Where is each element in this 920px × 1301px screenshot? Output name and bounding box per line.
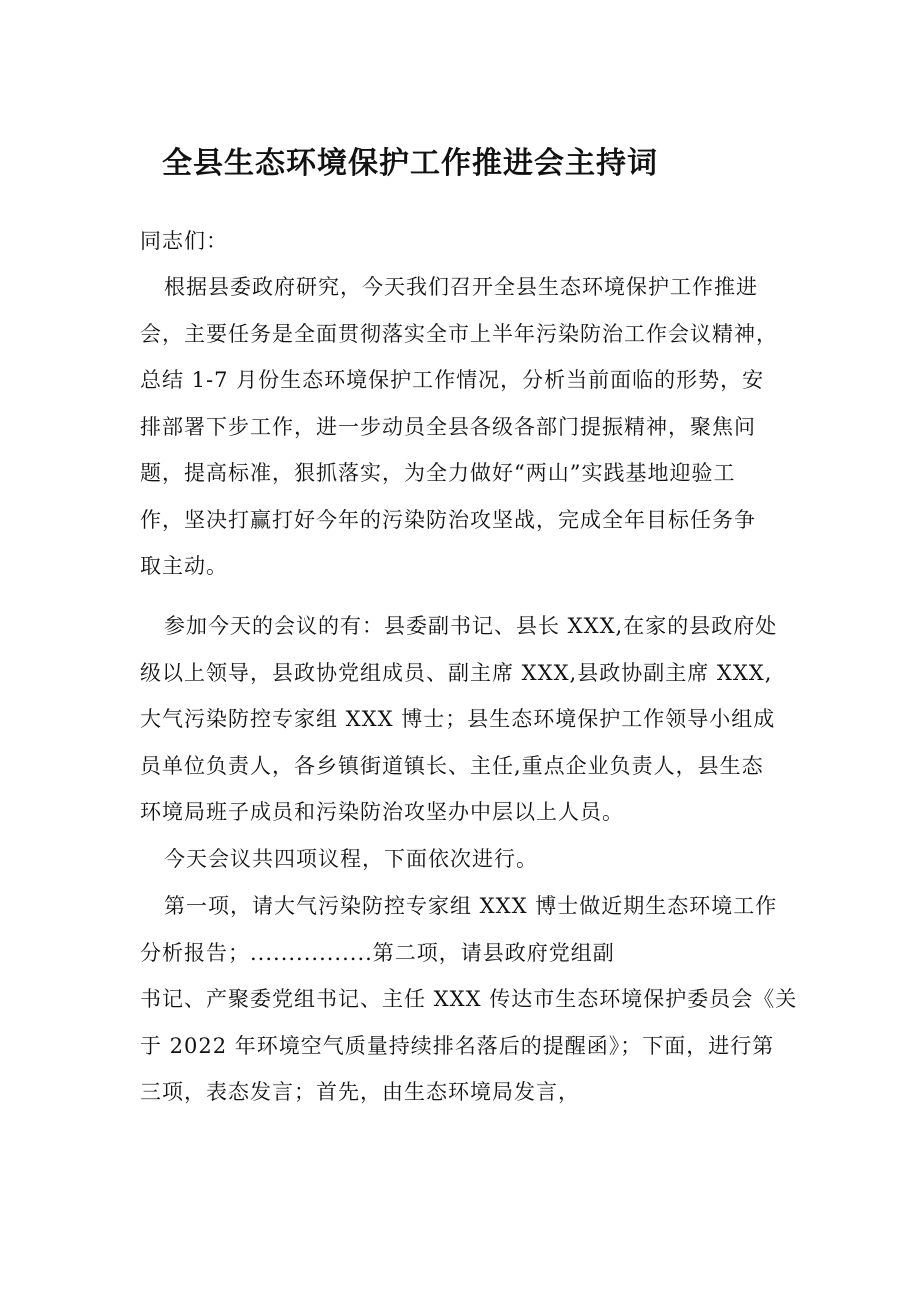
paragraph-3	[140, 836, 800, 883]
paragraph-2	[140, 603, 800, 836]
greeting-line: 同志们：	[140, 229, 228, 253]
paragraph-line: 员单位负责人，各乡镇街道镇长、主任,重点企业负责人，县生态	[140, 753, 764, 778]
paragraph-line: 今天会议共四项议程，下面依次进行。	[164, 847, 538, 871]
paragraph-line: 排部署下步工作，进一步动员全县各级各部门提振精神，聚焦问	[140, 414, 756, 439]
paragraph-line: 大气污染防控专家组 XXX 博士；县生态环境保护工作领导小组成	[140, 707, 776, 731]
paragraph-line: 环境局班子成员和污染防治攻坚办中层以上人员。	[140, 800, 624, 824]
document-title: 全县生态环境保护工作推进会主持词	[162, 146, 658, 181]
paragraph-line: 会，主要任务是全面贯彻落实全市上半年污染防治工作会议精神，	[140, 321, 778, 346]
paragraph-line: 级以上领导，县政协党组成员、副主席 XXX,县政协副主席 XXX,	[140, 660, 773, 685]
paragraph-line: 三项，表态发言；首先，由生态环境局发言，	[140, 1080, 580, 1104]
paragraph-line: 分析报告；................第二项，请县政府党组副	[140, 940, 615, 965]
paragraph-line: 总结 1-7 月份生态环境保护工作情况，分析当前面临的形势，安	[140, 368, 765, 392]
paragraph-line: 取主动。	[140, 554, 228, 578]
paragraph-line: 根据县委政府研究，今天我们召开全县生态环境保护工作推进	[164, 275, 758, 299]
paragraph-line: 第一项，请大气污染防控专家组 XXX 博士做近期生态环境工作	[164, 894, 778, 918]
paragraph-line: 参加今天的会议的有：县委副书记、县长 XXX,在家的县政府处	[164, 614, 778, 638]
paragraph-1	[140, 264, 800, 590]
paragraph-line: 书记、产聚委党组书记、主任 XXX 传达市生态环境保护委员会《关	[140, 987, 798, 1011]
paragraph-line: 于 2022 年环境空气质量持续排名落后的提醒函》；下面，进行第	[140, 1033, 775, 1058]
paragraph-4	[140, 883, 800, 1116]
paragraph-line: 作，坚决打赢打好今年的污染防治攻坚战，完成全年目标任务争	[140, 507, 756, 532]
greeting	[140, 218, 800, 265]
paragraph-line: 题，提高标准，狠抓落实，为全力做好“两山”实践基地迎验工	[140, 461, 736, 485]
